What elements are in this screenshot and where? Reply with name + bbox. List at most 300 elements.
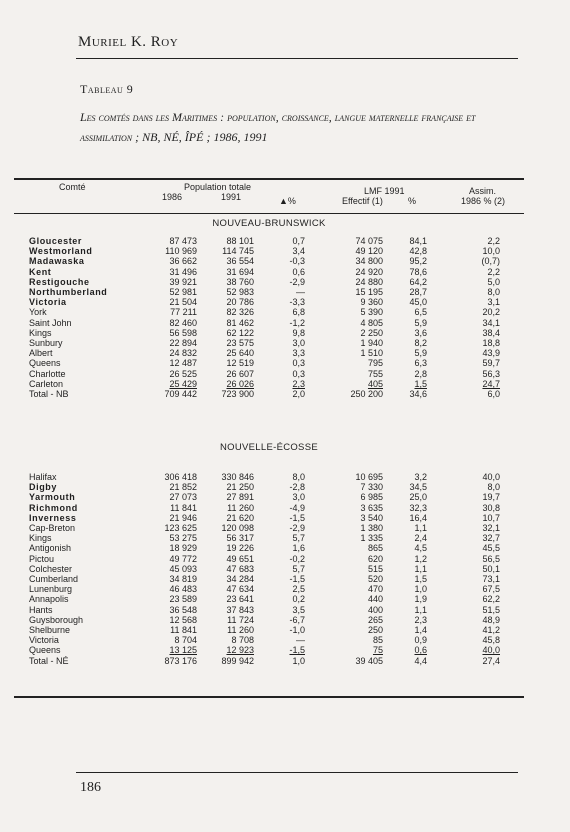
lmf-percent: 6,5 — [414, 307, 427, 318]
col-header-assim-year: 1986 % (2) — [461, 196, 506, 206]
assimilation-percent: 40,0 — [482, 472, 500, 482]
lmf-count: 74 075 — [355, 236, 383, 246]
growth-percent: -2,9 — [289, 276, 305, 287]
section-title: NOUVEAU-BRUNSWICK — [212, 218, 326, 229]
table-row — [14, 328, 524, 338]
assimilation-percent: 73,1 — [482, 574, 500, 584]
total-row — [14, 656, 524, 666]
population-1986: 12 568 — [169, 614, 197, 625]
population-1991: 37 843 — [226, 604, 254, 615]
lmf-percent: 42,8 — [409, 246, 427, 257]
population-1986: 21 852 — [169, 482, 197, 493]
table-row — [14, 482, 524, 492]
population-1986: 31 496 — [169, 266, 197, 277]
lmf-count: 24 920 — [355, 266, 383, 277]
table-row — [14, 492, 524, 502]
population-1986: 56 598 — [169, 327, 197, 338]
county-name: Guysborough — [29, 614, 84, 625]
county-name: Charlotte — [29, 368, 66, 379]
county-name: Victoria — [29, 297, 67, 308]
table-row — [14, 246, 524, 256]
col-header-1991: 1991 — [221, 192, 242, 202]
growth-percent: 9,8 — [292, 327, 305, 338]
lmf-count: 620 — [367, 553, 383, 564]
growth-percent: 3,0 — [292, 338, 305, 348]
assimilation-percent: 50,1 — [482, 563, 500, 574]
population-1991: 11 260 — [227, 625, 254, 635]
table-row — [14, 267, 524, 277]
county-name: Yarmouth — [29, 492, 76, 503]
lmf-percent: 0,9 — [414, 635, 427, 646]
growth-percent: -1,5 — [289, 574, 305, 584]
col-header-lmf-pct: % — [408, 196, 417, 206]
lmf-count: 6 985 — [360, 492, 383, 503]
assimilation-percent: 41,2 — [482, 625, 500, 635]
table-row — [14, 605, 524, 615]
assimilation-percent: 62,2 — [482, 594, 500, 605]
table-row — [14, 543, 524, 553]
assimilation-percent: 51,5 — [482, 604, 500, 615]
section-title: NOUVELLE-ÉCOSSE — [220, 442, 318, 453]
population-1986: 8 704 — [174, 635, 197, 646]
assimilation-percent: 2,2 — [487, 266, 500, 277]
county-name: Victoria — [29, 635, 59, 646]
population-1986: 82 460 — [169, 317, 197, 328]
table-row — [14, 358, 524, 368]
lmf-percent: 28,7 — [409, 287, 427, 297]
population-1991: 26 607 — [226, 368, 254, 379]
table-row — [14, 635, 524, 645]
data-table — [14, 178, 524, 698]
county-name: Kings — [29, 327, 52, 338]
growth-percent: -0,3 — [289, 256, 305, 267]
population-1991: 27 891 — [226, 492, 254, 503]
col-header-effectif: Effectif (1) — [342, 196, 383, 206]
county-name: Colchester — [29, 563, 73, 574]
population-1986: 23 589 — [169, 594, 197, 605]
page-number: 186 — [80, 780, 101, 795]
lmf-count: 7 330 — [360, 482, 383, 493]
lmf-count: 4 805 — [360, 317, 383, 328]
header-rule — [76, 58, 518, 59]
population-1986: 11 841 — [170, 625, 197, 635]
assimilation-percent: 45,8 — [482, 635, 500, 646]
county-name: Kings — [29, 533, 52, 544]
population-1986: 18 929 — [169, 543, 197, 554]
county-name: Annapolis — [29, 594, 69, 605]
county-name: Sunbury — [29, 338, 63, 348]
lmf-count: 470 — [367, 584, 383, 595]
lmf-count: 34 800 — [355, 256, 383, 267]
population-1991: 120 098 — [221, 523, 254, 533]
population-1986: 39 921 — [169, 276, 197, 287]
population-1991: 12 519 — [226, 358, 254, 369]
table-header — [14, 182, 524, 212]
population-1986: 45 093 — [169, 563, 197, 574]
county-name: Carleton — [29, 378, 64, 389]
population-1991: 23 575 — [226, 338, 254, 348]
county-name: Cap-Breton — [29, 523, 76, 533]
population-1991: 52 983 — [226, 287, 254, 297]
lmf-percent: 64,2 — [409, 276, 427, 287]
population-1991: 11 724 — [227, 614, 254, 625]
county-name: Hants — [29, 604, 53, 615]
county-name: Cumberland — [29, 574, 79, 584]
col-header-lmf: LMF 1991 — [364, 186, 405, 196]
assimilation-percent: 67,5 — [482, 584, 500, 595]
population-1986: 46 483 — [169, 584, 197, 595]
population-1991: 21 620 — [226, 512, 254, 523]
lmf-percent: 32,3 — [409, 502, 427, 513]
lmf-percent: 34,6 — [409, 389, 427, 399]
table-header-rule — [14, 213, 524, 214]
lmf-count: 1 380 — [360, 523, 383, 533]
population-1986: 709 442 — [164, 389, 197, 399]
lmf-percent: 1,5 — [414, 574, 427, 584]
county-name: Kent — [29, 266, 52, 277]
lmf-count: 1 510 — [360, 348, 383, 359]
lmf-percent: 1,1 — [414, 523, 427, 533]
lmf-count: 795 — [367, 358, 383, 369]
county-name: Queens — [29, 645, 61, 656]
growth-percent: — — [296, 287, 305, 297]
assimilation-percent: 38,4 — [482, 327, 500, 338]
table-top-rule — [14, 178, 524, 180]
population-1986: 13 125 — [169, 645, 197, 656]
population-1991: 38 760 — [226, 276, 254, 287]
lmf-percent: 78,6 — [409, 266, 427, 277]
lmf-count: 24 880 — [355, 276, 383, 287]
table-row — [14, 574, 524, 584]
assimilation-percent: 56,5 — [482, 553, 500, 564]
population-1991: 81 462 — [226, 317, 254, 328]
table-caption: Les comtés dans les Maritimes : population, croissance, langue maternelle française et assimilation ; NB, NÉ, ÎPÉ ; 1986, 1991 — [80, 110, 476, 144]
lmf-percent: 16,4 — [409, 512, 427, 523]
growth-percent: 3,5 — [292, 604, 305, 615]
county-name: Northumberland — [29, 287, 108, 297]
population-1986: 27 073 — [169, 492, 197, 503]
growth-percent: 5,7 — [292, 563, 305, 574]
growth-percent: -4,9 — [289, 502, 305, 513]
assimilation-percent: (0,7) — [481, 256, 500, 267]
population-1986: 52 981 — [169, 287, 197, 297]
growth-percent: -1,2 — [289, 317, 305, 328]
lmf-count: 15 195 — [355, 287, 383, 297]
lmf-count: 5 390 — [360, 307, 383, 318]
running-header-author: Muriel K. Roy — [78, 34, 179, 50]
lmf-count: 755 — [367, 368, 383, 379]
assimilation-percent: 19,7 — [482, 492, 500, 503]
lmf-percent: 0,6 — [414, 645, 427, 656]
lmf-percent: 1,1 — [414, 604, 427, 615]
population-1991: 31 694 — [226, 266, 254, 277]
population-1986: 12 487 — [169, 358, 197, 369]
growth-percent: -3,3 — [289, 297, 305, 308]
table-row — [14, 523, 524, 533]
population-1991: 899 942 — [221, 655, 254, 666]
lmf-percent: 3,2 — [414, 472, 427, 482]
table-row — [14, 554, 524, 564]
population-1991: 21 250 — [226, 482, 254, 493]
lmf-count: 250 200 — [350, 389, 383, 399]
lmf-count: 405 — [367, 378, 383, 389]
lmf-percent: 1,4 — [414, 625, 427, 635]
population-1986: 36 548 — [169, 604, 197, 615]
lmf-count: 400 — [367, 604, 383, 615]
growth-percent: 2,5 — [292, 584, 305, 595]
population-1991: 723 900 — [221, 389, 254, 399]
table-row — [14, 338, 524, 348]
table-row — [14, 615, 524, 625]
population-1991: 114 745 — [222, 246, 254, 257]
county-name: Inverness — [29, 512, 77, 523]
lmf-percent: 1,0 — [414, 584, 427, 595]
assimilation-percent: 32,7 — [482, 533, 500, 544]
growth-percent: -1,5 — [289, 512, 305, 523]
table-row — [14, 348, 524, 358]
lmf-percent: 8,2 — [414, 338, 427, 348]
lmf-percent: 95,2 — [409, 256, 427, 267]
lmf-count: 49 120 — [355, 246, 383, 257]
lmf-percent: 2,8 — [414, 368, 427, 379]
table-bottom-rule — [14, 696, 524, 698]
county-name: Saint John — [29, 317, 72, 328]
lmf-count: 440 — [367, 594, 383, 605]
population-1991: 12 923 — [226, 645, 254, 656]
table-row — [14, 533, 524, 543]
county-name: Queens — [29, 358, 61, 369]
table-row — [14, 369, 524, 379]
lmf-percent: 25,0 — [409, 492, 427, 503]
col-header-1986: 1986 — [162, 192, 183, 202]
population-1991: 62 122 — [226, 327, 254, 338]
growth-percent: 8,0 — [292, 472, 305, 482]
lmf-count: 515 — [367, 563, 383, 574]
population-1991: 36 554 — [226, 256, 254, 267]
population-1986: 22 894 — [169, 338, 197, 348]
county-name: Restigouche — [29, 276, 90, 287]
lmf-count: 75 — [372, 645, 383, 656]
population-1991: 56 317 — [226, 533, 254, 544]
table-row — [14, 379, 524, 389]
county-name: Digby — [29, 482, 58, 493]
lmf-count: 9 360 — [360, 297, 383, 308]
population-1986: 123 625 — [164, 523, 197, 533]
lmf-percent: 1,5 — [414, 378, 427, 389]
table-row — [14, 513, 524, 523]
population-1991: 19 226 — [226, 543, 254, 554]
assimilation-percent: 27,4 — [482, 655, 500, 666]
table-row — [14, 584, 524, 594]
assimilation-percent: 34,1 — [482, 317, 500, 328]
lmf-count: 265 — [367, 614, 383, 625]
growth-percent: 3,3 — [292, 348, 305, 359]
population-1991: 25 640 — [226, 348, 254, 359]
lmf-count: 3 540 — [360, 512, 383, 523]
col-header-assim: Assim. — [469, 186, 496, 196]
lmf-count: 865 — [367, 543, 383, 554]
assimilation-percent: 20,2 — [482, 307, 500, 318]
assimilation-percent: 5,0 — [487, 276, 500, 287]
population-1991: 82 326 — [226, 307, 254, 318]
growth-percent: 1,0 — [292, 655, 305, 666]
assimilation-percent: 32,1 — [482, 523, 500, 533]
growth-percent: 0,2 — [292, 594, 305, 605]
table-row — [14, 277, 524, 287]
growth-percent: 0,3 — [292, 368, 305, 379]
lmf-count: 1 940 — [360, 338, 383, 348]
col-header-growth: ▲% — [279, 196, 296, 206]
assimilation-percent: 8,0 — [487, 287, 500, 297]
assimilation-percent: 3,1 — [487, 297, 500, 308]
lmf-count: 520 — [367, 574, 383, 584]
county-name: Lunenburg — [29, 584, 73, 595]
lmf-count: 10 695 — [355, 472, 383, 482]
lmf-percent: 5,9 — [414, 348, 427, 359]
population-1986: 21 946 — [169, 512, 197, 523]
lmf-percent: 4,4 — [414, 655, 427, 666]
assimilation-percent: 10,0 — [482, 246, 500, 257]
population-1991: 88 101 — [226, 236, 254, 246]
growth-percent: 0,3 — [292, 358, 305, 369]
table-row — [14, 594, 524, 604]
population-1986: 24 832 — [169, 348, 197, 359]
population-1991: 330 846 — [221, 472, 254, 482]
county-name: Gloucester — [29, 236, 83, 246]
assimilation-percent: 8,0 — [487, 482, 500, 493]
assimilation-percent: 43,9 — [482, 348, 500, 359]
table-row — [14, 318, 524, 328]
county-name: Albert — [29, 348, 53, 359]
table-label: Tableau 9 — [80, 82, 134, 96]
growth-percent: -6,7 — [289, 614, 305, 625]
assimilation-percent: 10,7 — [482, 512, 500, 523]
growth-percent: -2,9 — [289, 523, 305, 533]
growth-percent: 0,7 — [292, 236, 305, 246]
assimilation-percent: 24,7 — [482, 378, 500, 389]
growth-percent: 2,3 — [292, 378, 305, 389]
lmf-count: 85 — [372, 635, 383, 646]
growth-percent: 6,8 — [292, 307, 305, 318]
population-1991: 49 651 — [226, 553, 254, 564]
population-1986: 34 819 — [169, 574, 197, 584]
assimilation-percent: 6,0 — [487, 389, 500, 399]
assimilation-percent: 56,3 — [482, 368, 500, 379]
assimilation-percent: 2,2 — [487, 236, 500, 246]
table-row — [14, 287, 524, 297]
growth-percent: -0,2 — [289, 553, 305, 564]
population-1991: 26 026 — [226, 378, 254, 389]
population-1986: 77 211 — [170, 307, 197, 318]
lmf-percent: 84,1 — [409, 236, 427, 246]
county-name: York — [29, 307, 47, 318]
lmf-percent: 1,1 — [414, 563, 427, 574]
population-1991: 47 634 — [226, 584, 254, 595]
county-name: Antigonish — [29, 543, 72, 554]
lmf-percent: 3,6 — [414, 327, 427, 338]
population-1986: 26 525 — [169, 368, 197, 379]
population-1991: 20 786 — [226, 297, 254, 308]
assimilation-percent: 30,8 — [482, 502, 500, 513]
table-row — [14, 236, 524, 246]
population-1991: 8 708 — [231, 635, 254, 646]
table-row — [14, 256, 524, 266]
lmf-percent: 2,3 — [414, 614, 427, 625]
table-row — [14, 297, 524, 307]
lmf-count: 39 405 — [355, 655, 383, 666]
lmf-count: 1 335 — [360, 533, 383, 544]
growth-percent: 3,4 — [292, 246, 305, 257]
population-1986: 87 473 — [169, 236, 197, 246]
total-row — [14, 389, 524, 399]
growth-percent: 0,6 — [292, 266, 305, 277]
growth-percent: 5,7 — [292, 533, 305, 544]
table-row — [14, 645, 524, 655]
assimilation-percent: 18,8 — [482, 338, 500, 348]
county-name: Halifax — [29, 472, 57, 482]
lmf-percent: 4,5 — [414, 543, 427, 554]
col-header-comte: Comté — [59, 182, 86, 192]
growth-percent: -1,0 — [289, 625, 305, 635]
lmf-percent: 1,9 — [414, 594, 427, 605]
population-1986: 306 418 — [164, 472, 197, 482]
population-1986: 21 504 — [169, 297, 197, 308]
county-name: Pictou — [29, 553, 55, 564]
lmf-count: 3 635 — [360, 502, 383, 513]
county-name: Westmorland — [29, 246, 93, 257]
growth-percent: -2,8 — [289, 482, 305, 493]
population-1986: 53 275 — [169, 533, 197, 544]
assimilation-percent: 59,7 — [482, 358, 500, 369]
col-header-population: Population totale — [184, 182, 252, 192]
population-1991: 11 260 — [227, 502, 254, 513]
county-name: Madawaska — [29, 256, 85, 267]
population-1986: 110 969 — [165, 246, 197, 257]
county-name: Richmond — [29, 502, 78, 513]
population-1986: 873 176 — [164, 655, 197, 666]
table-row — [14, 472, 524, 482]
population-1991: 34 284 — [226, 574, 254, 584]
population-1991: 23 641 — [226, 594, 254, 605]
population-1986: 36 662 — [169, 256, 197, 267]
table-row — [14, 625, 524, 635]
population-1986: 25 429 — [169, 378, 197, 389]
county-name: Shelburne — [29, 625, 71, 635]
growth-percent: 3,0 — [292, 492, 305, 503]
growth-percent: — — [296, 635, 305, 646]
county-name: Total - NÉ — [29, 655, 69, 666]
growth-percent: -1,5 — [289, 645, 305, 656]
table-row — [14, 307, 524, 317]
assimilation-percent: 45,5 — [482, 543, 500, 554]
lmf-count: 2 250 — [360, 327, 383, 338]
growth-percent: 2,0 — [292, 389, 305, 399]
growth-percent: 1,6 — [292, 543, 305, 554]
footer-rule — [76, 772, 518, 773]
assimilation-percent: 48,9 — [482, 614, 500, 625]
lmf-percent: 34,5 — [409, 482, 427, 493]
lmf-percent: 5,9 — [414, 317, 427, 328]
lmf-percent: 2,4 — [414, 533, 427, 544]
table-row — [14, 503, 524, 513]
lmf-percent: 45,0 — [409, 297, 427, 308]
county-name: Total - NB — [29, 389, 69, 399]
lmf-percent: 1,2 — [414, 553, 427, 564]
lmf-percent: 6,3 — [414, 358, 427, 369]
table-row — [14, 564, 524, 574]
population-1986: 49 772 — [169, 553, 197, 564]
assimilation-percent: 40,0 — [482, 645, 500, 656]
